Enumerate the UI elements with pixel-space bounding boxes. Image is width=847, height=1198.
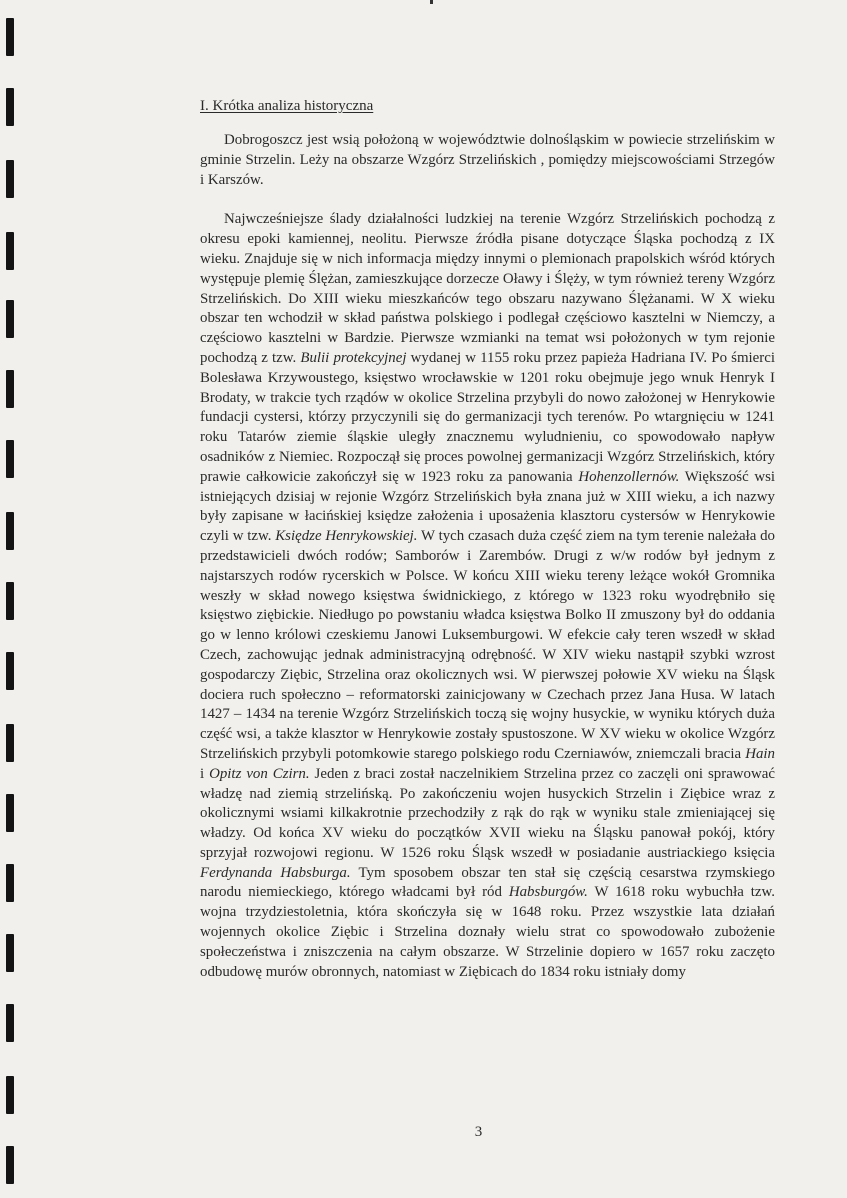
binder-hole [6,512,14,550]
italic-phrase: Księdze Henrykowskiej. [275,528,418,545]
binder-hole [6,440,14,478]
paragraph-intro [200,131,775,190]
text-run: Dobrogoszcz jest wsią położoną w województwie dolnośląskim w powiecie strzelińskim w gminie Strzelin. Leży na obszarze Wzgórz Strzelińskich , pomiędzy miejscowościami Strzegów i Karszów. [200,132,775,188]
binder-hole [6,370,14,408]
binder-hole [6,18,14,56]
binder-hole [6,652,14,690]
italic-phrase: Habsburgów. [508,884,588,901]
italic-phrase: Ferdynanda Habsburga. [200,864,351,881]
binder-hole [6,232,14,270]
binder-hole [6,160,14,198]
text-run: wydanej w 1155 roku przez papieża Hadriana IV. Po śmierci Bolesława Krzywoustego, księstwo wrocławskie w 1201 roku obejmuje jego wnuk Henryk I Brodaty, w trakcie tych rządów w okolice Strzelina przybyli do nowo założonej w Henrykowie fundacji cystersi, którzy przyczynili się do germanizacji tych terenów. Po wtargnięciu w 1241 roku Tatarów ziemie śląskie uległy znacznemu wyludnieniu, co spowodowało napływ osadników z Niemiec. Rozpoczął się proces powolnej germanizacji Wzgórz Strzelińskich, który prawie całkowicie zakończył się w 1923 roku za panowania [200,349,775,485]
italic-phrase: Opitz von Czirn. [209,765,310,782]
text-run: W tych czasach duża część ziem na tym terenie należała do przedstawicieli dwóch rodów; Samborów i Zarembów. Drugi z w/w rodów był jednym z najstarszych rodów rycerskich w Polsce. W końcu XIII wieku tereny leżące wokół Gromnika weszły w skład nowego księstwa świdnickiego, z którego w 1323 roku wyodrębniło się księstwo ziębickie. Niedługo po powstaniu władca księstwa Bolko II zmuszony był do oddania go w lenno królowi czeskiemu Janowi Luksemburgowi. W efekcie cały teren wszedł w skład Czech, zachowując jednak administracyjną odrębność. W XIV wieku nastąpił szybki wzrost gospodarczy Ziębic, Strzelina oraz okolicznych wsi. W pierwszej połowie XV wieku na Śląsk dociera ruch społeczno – reformatorski zainicjowany w Czechach przez Jana Husa. W latach 1427 – 1434 na terenie Wzgórz Strzelińskich toczą się wojny husyckie, w wyniku których duża część wsi, a także klasztor w Henrykowie zostały spustoszone. W XV wieku w okolice Wzgórz Strzelińskich przybyli potomkowie starego polskiego rodu Czerniawów, zniemczali bracia [200,528,775,762]
binder-hole [6,1004,14,1042]
italic-phrase: Hain [745,745,775,762]
page-number: 3 [474,1124,483,1140]
text-run: i [200,765,210,782]
italic-phrase: Hohenzollernów. [578,468,680,485]
scan-mark [430,0,433,4]
text-run: Tym sposobem obszar ten stał się częścią cesarstwa rzymskiego narodu niemieckiego, którego władcami był ród [200,864,775,901]
binder-hole [6,1146,14,1184]
text-run: Najwcześniejsze ślady działalności ludzkiej na terenie Wzgórz Strzelińskich pochodzą z okresu epoki kamiennej, neolitu. Pierwsze źródła pisane dotyczące Śląska pochodzą z IX wieku. Znajduje się w nich informacja między innymi o plemionach prapolskich wśród których występuje plemię Ślężan, zamieszkujące dorzecze Oławy i Ślęży, w tym również tereny Wzgórz Strzelińskich. Do XIII wieku mieszkańców tego obszaru nazywano Ślężanami. W X wieku obszar ten wchodził w skład państwa polskiego i podlegał częściowo kasztelni w Niemczy, a częściowo kasztelni w Bardzie. Pierwsze wzmianki na temat wsi położonych w tym rejonie pochodzą z tzw. [200,211,775,366]
text-run: Jeden z braci został naczelnikiem Strzelina przez co zaczęli oni sprawować władzę nad ziemią strzelińską. Po zakończeniu wojen husyckich Strzelin i Ziębice wraz z okolicznymi wsiami kilkakrotnie przechodziły z rąk do rąk w wyniku stale zmieniającej się władzy. Od końca XV wieku do początków XVII wieku na Śląsku panował pokój, który sprzyjał rozwojowi regionu. W 1526 roku Śląsk wszedł w posiadanie austriackiego księcia [200,765,775,861]
binder-holes [4,0,18,1198]
binder-hole [6,864,14,902]
binder-hole [6,934,14,972]
binder-hole [6,724,14,762]
text-run: Większość wsi istniejących dzisiaj w rejonie Wzgórz Strzelińskich była znana już w XIII wieku, a ich nazwy były zapisane w łacińskiej księdze założenia i uposażenia klasztoru cystersów w Henrykowie czyli w tzw. [200,468,776,545]
paragraph-history [200,210,775,982]
binder-hole [6,88,14,126]
document-body [200,96,775,982]
italic-phrase: Bulii protekcyjnej [300,349,407,366]
binder-hole [6,300,14,338]
text-run: W 1618 roku wybuchła tzw. wojna trzydziestoletnia, która skończyła się w 1648 roku. Przez wszystkie lata działań wojennych okolice Ziębic i Strzelina doznały wielu strat co spowodowało zubożenie społeczeństwa i zniszczenia na całym obszarze. W Strzelinie dopiero w 1657 roku zaczęto odbudowę murów obronnych, natomiast w Ziębicach do 1834 roku istniały domy [200,884,775,980]
binder-hole [6,794,14,832]
section-heading: I. Krótka analiza historyczna [200,98,374,114]
binder-hole [6,1076,14,1114]
binder-hole [6,582,14,620]
